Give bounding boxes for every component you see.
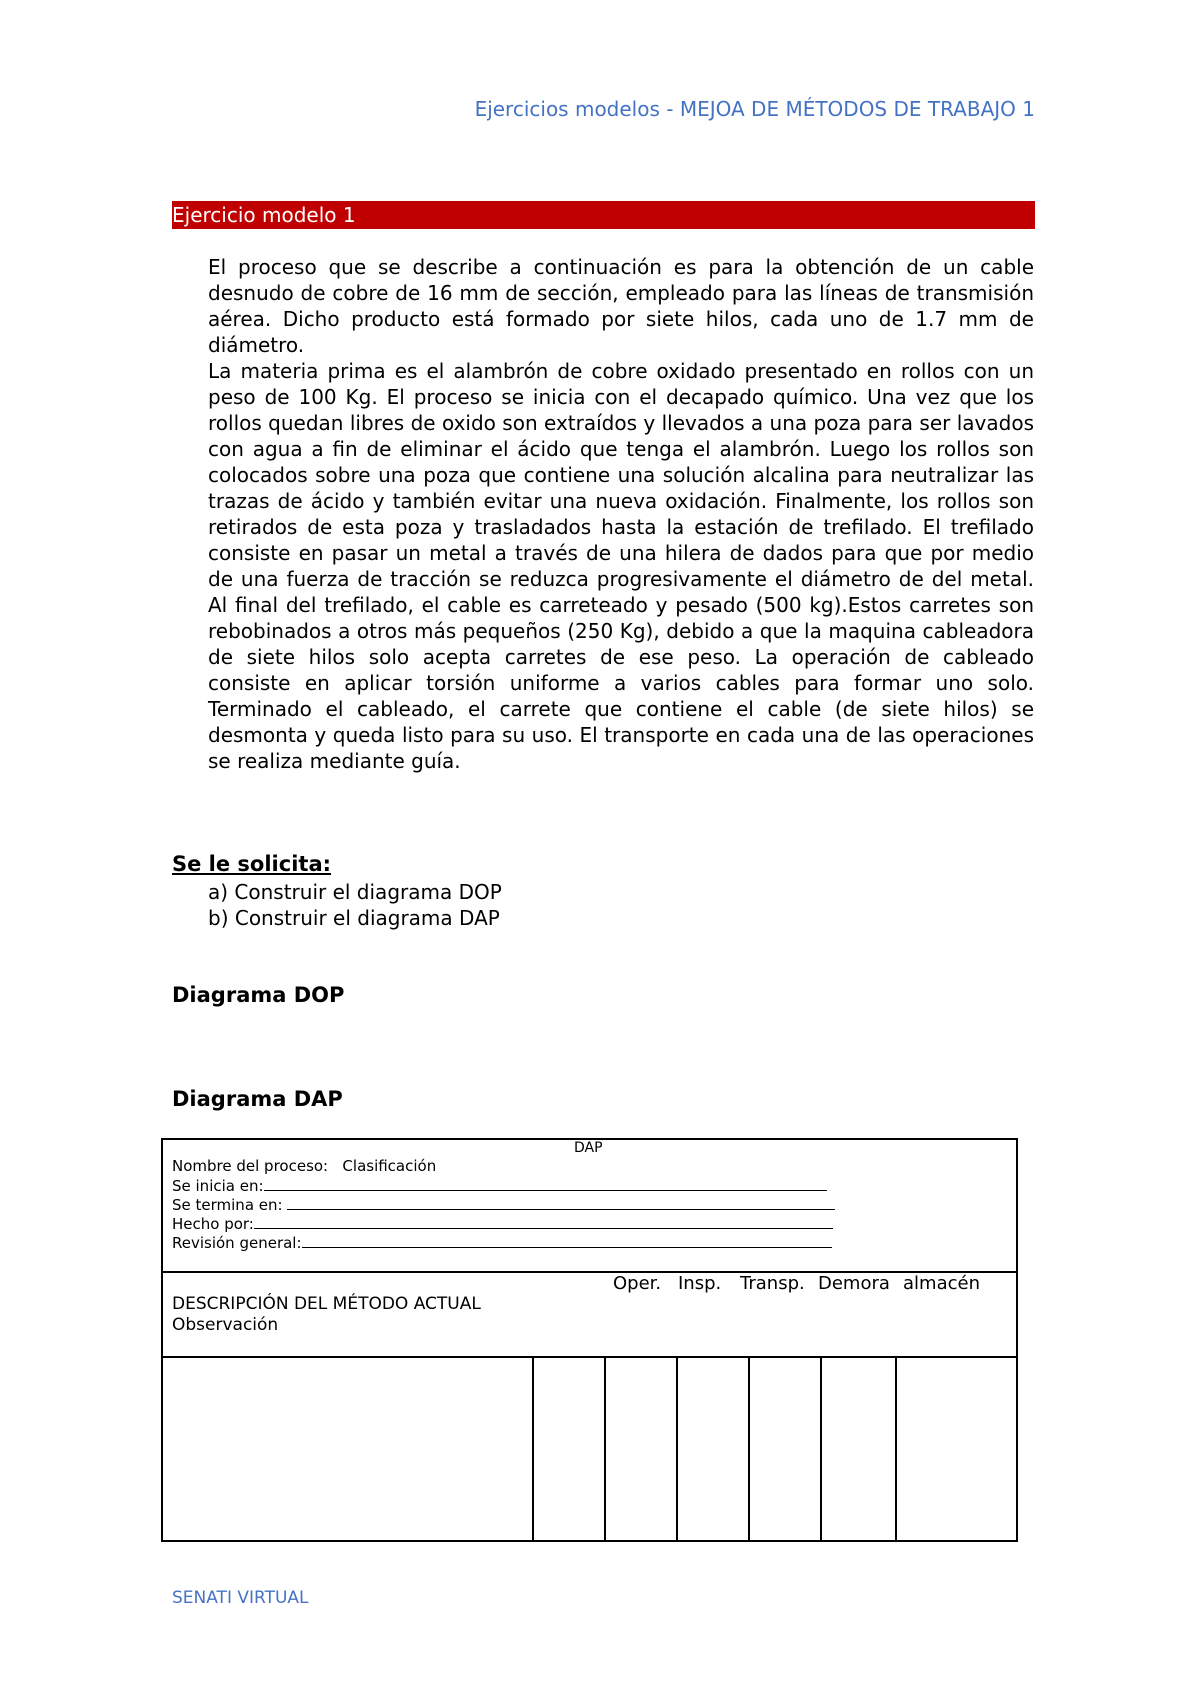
starts-label: Se inicia en: — [172, 1177, 264, 1195]
made-by-line — [172, 1214, 833, 1233]
starts-line — [172, 1176, 827, 1195]
review-label: Revisión general: — [172, 1234, 302, 1252]
column-header-insp: Insp. — [678, 1273, 722, 1294]
made-by-label: Hecho por: — [172, 1215, 254, 1233]
description-paragraph-1: El proceso que se describe a continuación es para la obtención de un cable desnudo de cobre de 16 mm de sección, empleado para las líneas de transmisión aérea. Dicho producto está formado por siete hilos, cada uno de 1.7 mm de diámetro. — [208, 255, 1034, 357]
column-divider-1 — [532, 1356, 534, 1542]
column-divider-3 — [676, 1356, 678, 1542]
form-divider-2 — [161, 1356, 1018, 1358]
column-divider-4 — [748, 1356, 750, 1542]
column-divider-2 — [604, 1356, 606, 1542]
ends-field[interactable] — [287, 1195, 835, 1210]
ends-label: Se termina en: — [172, 1196, 283, 1214]
review-line — [172, 1233, 832, 1252]
starts-field[interactable] — [264, 1176, 827, 1191]
column-header-oper: Oper. — [613, 1273, 662, 1294]
section-title: Ejercicio modelo 1 — [172, 203, 356, 227]
process-name-label: Nombre del proceso: — [172, 1157, 329, 1175]
description-label: DESCRIPCIÓN DEL MÉTODO ACTUAL — [172, 1294, 481, 1314]
dap-form-label: DAP — [574, 1140, 603, 1156]
made-by-field[interactable] — [254, 1214, 833, 1229]
diagram-dap-heading: Diagrama DAP — [172, 1087, 343, 1111]
observation-label: Observación — [172, 1315, 279, 1335]
column-divider-5 — [820, 1356, 822, 1542]
page-header: Ejercicios modelos - MEJOA DE MÉTODOS DE TRABAJO 1 — [474, 97, 1035, 121]
column-header-demora: Demora — [818, 1273, 890, 1294]
process-name-value: Clasificación — [342, 1157, 437, 1175]
request-item-dap: b) Construir el diagrama DAP — [208, 906, 500, 930]
ends-line — [172, 1195, 835, 1214]
process-name-line — [172, 1157, 436, 1175]
column-header-almacen: almacén — [903, 1273, 980, 1294]
page-footer: SENATI VIRTUAL — [172, 1588, 309, 1608]
description-paragraph-2: La materia prima es el alambrón de cobre oxidado presentado en rollos con un peso de 100 Kg. El proceso se inicia con el decapado químico. Una vez que los rollos quedan libres de oxido son extraídos y llevados a una poza para ser lavados con agua a fin de eliminar el ácido que tenga el alambrón. Luego los rollos son colocados sobre una poza que contiene una solución alcalina para neutralizar las trazas de ácido y también evitar una nueva oxidación. Finalmente, los rollos son retirados de esta poza y trasladados hasta la estación de trefilado. El trefilado consiste en pasar un metal a través de una hilera de dados para que por medio de una fuerza de tracción se reduzca progresivamente el diámetro de del metal. Al final del trefilado, el cable es carreteado y pesado (500 kg).Estos carretes son rebobinados a otros más pequeños (250 Kg), debido a que la maquina cableadora de siete hilos solo acepta carretes de ese peso. La operación de cableado consiste en aplicar torsión uniforme a varios cables para formar uno solo. Terminado el cableado, el carrete que contiene el cable (de siete hilos) se desmonta y queda listo para su uso. El transporte en cada una de las operaciones se realiza mediante guía. — [208, 359, 1034, 773]
column-divider-6 — [895, 1356, 897, 1542]
column-header-transp: Transp. — [740, 1273, 805, 1294]
review-field[interactable] — [302, 1233, 832, 1248]
exercise-description — [208, 254, 1034, 774]
diagram-dop-heading: Diagrama DOP — [172, 983, 345, 1007]
request-item-dop: a) Construir el diagrama DOP — [208, 880, 502, 904]
request-title: Se le solicita: — [172, 852, 332, 876]
